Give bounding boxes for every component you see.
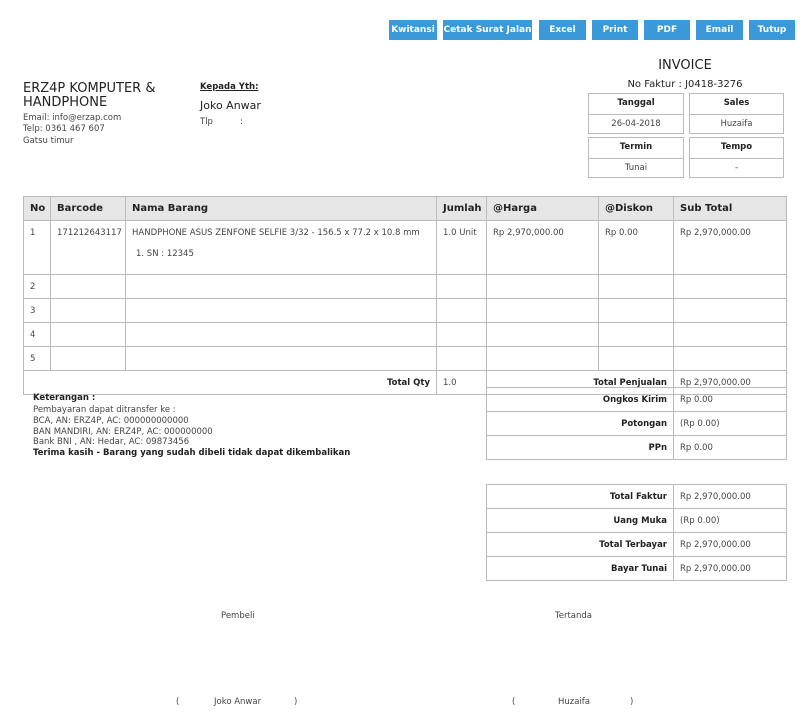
company-phone: Telp: 0361 467 607 bbox=[23, 124, 105, 134]
summary-row bbox=[487, 412, 787, 436]
tertanda-name: Huzaifa bbox=[558, 697, 591, 707]
total-faktur-label: Total Faktur bbox=[487, 485, 674, 509]
summary-row bbox=[487, 557, 787, 581]
row-diskon: Rp 0.00 bbox=[599, 221, 674, 275]
potongan-value: (Rp 0.00) bbox=[674, 412, 787, 436]
tertanda-close-paren: ) bbox=[630, 697, 634, 707]
potongan-label: Potongan bbox=[487, 412, 674, 436]
uang-muka-label: Uang Muka bbox=[487, 509, 674, 533]
tanggal-box bbox=[588, 93, 684, 134]
summary-row bbox=[487, 485, 787, 509]
row-no: 4 bbox=[24, 323, 51, 347]
ppn-value: Rp 0.00 bbox=[674, 436, 787, 460]
company-email: Email: info@erzap.com bbox=[23, 113, 122, 123]
tutup-button[interactable]: Tutup bbox=[749, 20, 795, 40]
header-sub-total: Sub Total bbox=[674, 197, 787, 221]
sales-label: Sales bbox=[690, 94, 783, 115]
excel-button[interactable]: Excel bbox=[539, 20, 586, 40]
header-jumlah: Jumlah bbox=[437, 197, 487, 221]
recipient-tlp-colon: : bbox=[240, 117, 243, 127]
summary-charges-table bbox=[486, 387, 787, 460]
total-terbayar-value: Rp 2,970,000.00 bbox=[674, 533, 787, 557]
header-diskon: @Diskon bbox=[599, 197, 674, 221]
header-no: No bbox=[24, 197, 51, 221]
tanggal-value: 26-04-2018 bbox=[611, 119, 661, 129]
summary-row bbox=[487, 388, 787, 412]
termin-label: Termin bbox=[589, 138, 683, 159]
cetak-surat-jalan-button[interactable]: Cetak Surat Jalan bbox=[443, 20, 532, 40]
row-no: 5 bbox=[24, 347, 51, 371]
keterangan-thanks: Terima kasih - Barang yang sudah dibeli tidak dapat dikembalikan bbox=[33, 448, 351, 458]
row-nama-barang bbox=[126, 221, 437, 275]
table-row bbox=[24, 347, 787, 371]
items-header-row bbox=[24, 197, 787, 221]
table-row bbox=[24, 275, 787, 299]
keterangan-title: Keterangan : bbox=[33, 393, 96, 403]
pembeli-label: Pembeli bbox=[221, 611, 255, 621]
tanggal-label: Tanggal bbox=[589, 94, 683, 115]
summary-row bbox=[487, 509, 787, 533]
row-harga: Rp 2,970,000.00 bbox=[487, 221, 599, 275]
invoice-title: INVOICE bbox=[658, 58, 712, 73]
recipient-name: Joko Anwar bbox=[200, 99, 261, 112]
table-row bbox=[24, 221, 787, 275]
row-no: 1 bbox=[24, 221, 51, 275]
tertanda-label: Tertanda bbox=[555, 611, 593, 621]
tempo-label: Tempo bbox=[690, 138, 783, 159]
row-jumlah: 1.0 Unit bbox=[437, 221, 487, 275]
sales-value: Huzaifa bbox=[720, 119, 753, 129]
tertanda-open-paren: ( bbox=[512, 697, 516, 707]
ppn-label: PPn bbox=[487, 436, 674, 460]
ongkos-kirim-label: Ongkos Kirim bbox=[487, 388, 674, 412]
uang-muka-value: (Rp 0.00) bbox=[674, 509, 787, 533]
item-serial: 1. SN : 12345 bbox=[136, 249, 194, 259]
company-address: Gatsu timur bbox=[23, 136, 74, 146]
table-row bbox=[24, 323, 787, 347]
tempo-value: - bbox=[734, 163, 739, 173]
keterangan-line: BCA, AN: ERZ4P, AC: 000000000000 bbox=[33, 416, 189, 426]
termin-value: Tunai bbox=[624, 163, 648, 173]
pdf-button[interactable]: PDF bbox=[644, 20, 690, 40]
table-row bbox=[24, 299, 787, 323]
row-sub-total: Rp 2,970,000.00 bbox=[674, 221, 787, 275]
print-button[interactable]: Print bbox=[592, 20, 638, 40]
bayar-tunai-value: Rp 2,970,000.00 bbox=[674, 557, 787, 581]
total-penjualan-label: Total Penjualan bbox=[487, 371, 674, 395]
company-name: ERZ4P KOMPUTER & HANDPHONE bbox=[23, 81, 156, 110]
summary-row bbox=[487, 436, 787, 460]
header-barcode: Barcode bbox=[51, 197, 126, 221]
summary-totals-table bbox=[486, 484, 787, 581]
pembeli-close-paren: ) bbox=[294, 697, 298, 707]
tempo-box bbox=[689, 137, 784, 178]
keterangan-line: BAN MANDIRI, AN: ERZ4P, AC: 000000000 bbox=[33, 427, 213, 437]
recipient-tlp-label: Tlp bbox=[200, 117, 213, 127]
header-harga: @Harga bbox=[487, 197, 599, 221]
invoice-number: No Faktur : J0418-3276 bbox=[627, 79, 743, 90]
keterangan-line: Pembayaran dapat ditransfer ke : bbox=[33, 405, 176, 415]
recipient-title: Kepada Yth: bbox=[200, 82, 259, 92]
email-button[interactable]: Email bbox=[696, 20, 743, 40]
row-barcode: 171212643117 bbox=[51, 221, 126, 275]
sales-box bbox=[689, 93, 784, 134]
pembeli-name: Joko Anwar bbox=[214, 697, 262, 707]
summary-row bbox=[487, 533, 787, 557]
total-penjualan-value: Rp 2,970,000.00 bbox=[674, 371, 787, 395]
ongkos-kirim-value: Rp 0.00 bbox=[674, 388, 787, 412]
header-nama-barang: Nama Barang bbox=[126, 197, 437, 221]
row-no: 3 bbox=[24, 299, 51, 323]
kwitansi-button[interactable]: Kwitansi bbox=[389, 20, 437, 40]
items-table bbox=[23, 196, 787, 395]
row-no: 2 bbox=[24, 275, 51, 299]
total-terbayar-label: Total Terbayar bbox=[487, 533, 674, 557]
item-name: HANDPHONE ASUS ZENFONE SELFIE 3/32 - 156.5 x 77.2 x 10.8 mm bbox=[132, 228, 420, 238]
keterangan-line: Bank BNI , AN: Hedar, AC: 09873456 bbox=[33, 437, 190, 447]
total-qty-label: Total Qty bbox=[24, 371, 437, 395]
total-faktur-value: Rp 2,970,000.00 bbox=[674, 485, 787, 509]
pembeli-open-paren: ( bbox=[176, 697, 180, 707]
total-qty-value: 1.0 bbox=[437, 371, 487, 395]
termin-box bbox=[588, 137, 684, 178]
bayar-tunai-label: Bayar Tunai bbox=[487, 557, 674, 581]
